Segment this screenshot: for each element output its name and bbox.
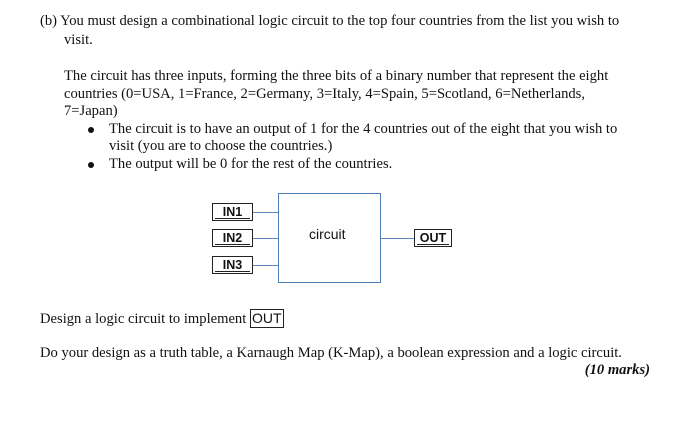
circuit-label: circuit xyxy=(309,226,346,242)
output-out-box: OUT xyxy=(414,229,452,247)
output-wire xyxy=(381,238,416,239)
task-line xyxy=(40,309,284,328)
bullet-1-line-2: visit (you are to choose the countries.) xyxy=(109,138,333,154)
input-wire-3 xyxy=(253,265,279,266)
input-in1-box: IN1 xyxy=(212,203,253,221)
question-line-2: visit. xyxy=(64,32,93,48)
description-line-3: 7=Japan) xyxy=(64,103,118,119)
bullet-marker xyxy=(88,162,94,168)
description-line-1: The circuit has three inputs, forming the three bits of a binary number that represent the eight xyxy=(64,68,609,84)
bullet-marker xyxy=(88,127,94,133)
question-line-1: (b) You must design a combinational logic circuit to the top four countries from the list you wish to xyxy=(40,13,620,29)
description-line-2: countries (0=USA, 1=France, 2=Germany, 3=Italy, 4=Spain, 5=Scotland, 6=Netherlands, xyxy=(64,86,585,102)
bullet-2-line-1: The output will be 0 for the rest of the countries. xyxy=(109,156,393,172)
input-in2-box: IN2 xyxy=(212,229,253,247)
task-method: Do your design as a truth table, a Karnaugh Map (K-Map), a boolean expression and a logic circuit. xyxy=(40,345,622,361)
marks-label: (10 marks) xyxy=(584,362,650,378)
bullet-1-line-1: The circuit is to have an output of 1 for the 4 countries out of the eight that you wish to xyxy=(109,121,618,137)
task-target-out: OUT xyxy=(251,310,282,326)
task-prefix: Design a logic circuit to implement xyxy=(40,311,250,327)
input-wire-1 xyxy=(253,212,279,213)
input-in3-box: IN3 xyxy=(212,256,253,274)
input-wire-2 xyxy=(253,238,279,239)
